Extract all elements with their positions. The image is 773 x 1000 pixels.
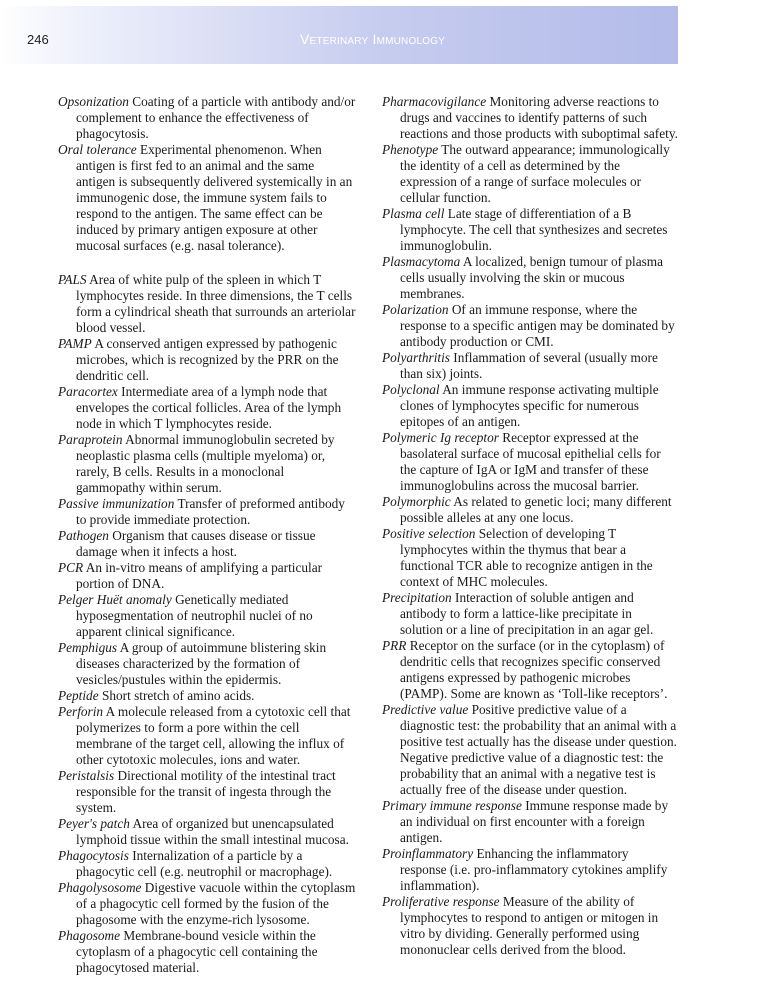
glossary-definition: Digestive vacuole within the cytoplasm of a phagocytic cell formed by the fusion of the phagosome with the enzyme-rich lysosome. (76, 880, 356, 927)
glossary-term: Pelger Huët anomaly (58, 592, 172, 607)
glossary-definition: Interaction of soluble antigen and antibody to form a lattice-like precipitate in solution or a line of precipitation in an agar gel. (400, 590, 654, 637)
glossary-term: Pharmacovigilance (382, 94, 487, 109)
glossary-term: Paracortex (58, 384, 118, 399)
glossary-term: Primary immune response (382, 798, 522, 813)
glossary-definition: Intermediate area of a lymph node that envelopes the cortical follicles. Area of the lymph node in which T lymphocytes reside. (76, 384, 342, 431)
glossary-entry (58, 640, 356, 688)
glossary-entry (58, 528, 356, 560)
glossary-definition: A conserved antigen expressed by pathogenic microbes, which is recognized by the PRR on the dendritic cell. (76, 336, 339, 383)
glossary-definition: Immune response made by an individual on first encounter with a foreign antigen. (400, 798, 669, 845)
glossary-term: Phenotype (382, 142, 439, 157)
glossary-entry (58, 928, 356, 976)
glossary-term: Perforin (58, 704, 104, 719)
glossary-term: Proliferative response (382, 894, 500, 909)
glossary-entry (382, 590, 678, 638)
glossary-definition: Area of white pulp of the spleen in which T lymphocytes reside. In three dimensions, the T cells form a cylindrical sheath that surrounds an arteriolar blood vessel. (76, 272, 356, 335)
glossary-term: Precipitation (382, 590, 452, 605)
glossary-definition: A molecule released from a cytotoxic cell that polymerizes to form a pore within the cell membrane of the target cell, allowing the influx of other cytotoxic molecules, ions and water. (76, 704, 351, 767)
glossary-term: Pemphigus (58, 640, 118, 655)
glossary-definition: Genetically mediated hyposegmentation of neutrophil nuclei of no apparent clinical significance. (76, 592, 313, 639)
glossary-term: PALS (58, 272, 87, 287)
glossary-entry (382, 798, 678, 846)
glossary-term: Paraprotein (58, 432, 123, 447)
glossary-term: Peristalsis (58, 768, 115, 783)
glossary-term: Proinflammatory (382, 846, 474, 861)
glossary-entry (382, 382, 678, 430)
glossary-definition: Positive predictive value of a diagnostic test: the probability that an animal with a positive test actually has the disease under question. Negative predictive value of a diagnostic test: the probability that an animal with a negative test is actually free of the disease under question. (400, 702, 677, 797)
glossary-term: PAMP (58, 336, 92, 351)
glossary-column-right (382, 94, 678, 958)
running-title: Veterinary Immunology (300, 31, 446, 47)
glossary-term: Peyer's patch (58, 816, 130, 831)
glossary-entry (58, 816, 356, 848)
glossary-term: Passive immunization (58, 496, 175, 511)
glossary-entry (58, 142, 356, 254)
glossary-definition: Receptor expressed at the basolateral surface of mucosal epithelial cells for the capture of IgA or IgM and transfer of these immunoglobulins across the mucosal barrier. (400, 430, 661, 493)
glossary-definition: The outward appearance; immunologically the identity of a cell as determined by the expression of a range of surface molecules or cellular function. (400, 142, 670, 205)
glossary-definition: Monitoring adverse reactions to drugs and vaccines to identify patterns of such reactions and those products with suboptimal safety. (400, 94, 678, 141)
glossary-entry (382, 142, 678, 206)
glossary-definition: Short stretch of amino acids. (101, 688, 255, 703)
glossary-term: Positive selection (382, 526, 476, 541)
glossary-definition: A group of autoimmune blistering skin diseases characterized by the formation of vesicles/pustules within the epidermis. (76, 640, 327, 687)
glossary-term: Predictive value (382, 702, 469, 717)
glossary-term: PRR (382, 638, 407, 653)
glossary-definition: Membrane-bound vesicle within the cytoplasm of a phagocytic cell containing the phagocytosed material. (76, 928, 318, 975)
glossary-entry (382, 846, 678, 894)
glossary-entry (58, 768, 356, 816)
glossary-term: Plasma cell (382, 206, 445, 221)
glossary-entry (58, 880, 356, 928)
glossary-definition: Area of organized but unencapsulated lymphoid tissue within the small intestinal mucosa. (76, 816, 349, 847)
glossary-term: Plasmacytoma (382, 254, 461, 269)
glossary-entry (382, 302, 678, 350)
glossary-term: Polymeric Ig receptor (382, 430, 499, 445)
glossary-definition: An immune response activating multiple clones of lymphocytes specific for numerous epitopes of an antigen. (400, 382, 659, 429)
glossary-entry (382, 638, 678, 702)
glossary-definition: Receptor on the surface (or in the cytoplasm) of dendritic cells that recognizes specific conserved antigens expressed by pathogenic microbes (PAMP). Some are known as ‘Toll-like receptors’. (400, 638, 668, 701)
glossary-term: Opsonization (58, 94, 129, 109)
glossary-term: Oral tolerance (58, 142, 137, 157)
glossary-entry (58, 432, 356, 496)
glossary-entry (58, 336, 356, 384)
glossary-entry (58, 848, 356, 880)
glossary-definition: Coating of a particle with antibody and/or complement to enhance the effectiveness of phagocytosis. (76, 94, 356, 141)
glossary-definition: Measure of the ability of lymphocytes to respond to antigen or mitogen in vitro by dividing. Generally performed using mononuclear cells derived from the blood. (400, 894, 659, 957)
glossary-definition: Inflammation of several (usually more than six) joints. (400, 350, 658, 381)
glossary-entry (382, 206, 678, 254)
glossary-term: Polyclonal (382, 382, 440, 397)
glossary-definition: Enhancing the inflammatory response (i.e. pro-inflammatory cytokines amplify inflammation). (400, 846, 668, 893)
glossary-entry (382, 494, 678, 526)
glossary-entry (58, 688, 356, 704)
glossary-entry (58, 592, 356, 640)
glossary-entry (382, 894, 678, 958)
glossary-term: Peptide (58, 688, 99, 703)
glossary-definition: Internalization of a particle by a phagocytic cell (e.g. neutrophil or macrophage). (76, 848, 333, 879)
glossary-definition: An in-vitro means of amplifying a particular portion of DNA. (76, 560, 323, 591)
glossary-definition: Experimental phenomenon. When antigen is first fed to an animal and the same antigen is subsequently delivered systemically in an immunogenic dose, the immune system fails to respond to the antigen. The same effect can be induced by primary antigen exposure at other mucosal surfaces (e.g. nasal tolerance). (76, 142, 353, 253)
glossary-term: Phagolysosome (58, 880, 142, 895)
glossary-term: Phagosome (58, 928, 121, 943)
glossary-entry (58, 94, 356, 142)
glossary-entry (382, 430, 678, 494)
glossary-definition: Transfer of preformed antibody to provide immediate protection. (76, 496, 345, 527)
glossary-entry (58, 272, 356, 336)
glossary-entry (58, 560, 356, 592)
glossary-definition: Of an immune response, where the response to a specific antigen may be dominated by antibody production or CMI. (400, 302, 675, 349)
glossary-definition: Late stage of differentiation of a B lymphocyte. The cell that synthesizes and secretes immunoglobulin. (400, 206, 668, 253)
glossary-term: Phagocytosis (58, 848, 129, 863)
glossary-definition: As related to genetic loci; many different possible alleles at any one locus. (400, 494, 672, 525)
glossary-entry (58, 384, 356, 432)
glossary-entry (382, 254, 678, 302)
glossary-definition: Organism that causes disease or tissue damage when it infects a host. (76, 528, 316, 559)
glossary-entry (58, 704, 356, 768)
glossary-definition: Abnormal immunoglobulin secreted by neoplastic plasma cells (multiple myeloma) or, rarely, B cells. Results in a monoclonal gammopathy within serum. (76, 432, 335, 495)
glossary-term: Polyarthritis (382, 350, 450, 365)
glossary-term: PCR (58, 560, 84, 575)
glossary-entry (382, 94, 678, 142)
glossary-entry (382, 702, 678, 798)
glossary-entry (382, 350, 678, 382)
glossary-term: Polarization (382, 302, 449, 317)
glossary-entry (382, 526, 678, 590)
glossary-entry (58, 496, 356, 528)
glossary-definition: Selection of developing T lymphocytes within the thymus that bear a functional TCR able to recognize antigen in the context of MHC molecules. (400, 526, 653, 589)
glossary-term: Polymorphic (382, 494, 451, 509)
glossary-term: Pathogen (58, 528, 109, 543)
page-number: 246 (27, 32, 49, 47)
glossary-definition: A localized, benign tumour of plasma cells usually involving the skin or mucous membranes. (400, 254, 664, 301)
glossary-column-left (58, 94, 356, 976)
glossary-definition: Directional motility of the intestinal tract responsible for the transit of ingesta through the system. (76, 768, 336, 815)
